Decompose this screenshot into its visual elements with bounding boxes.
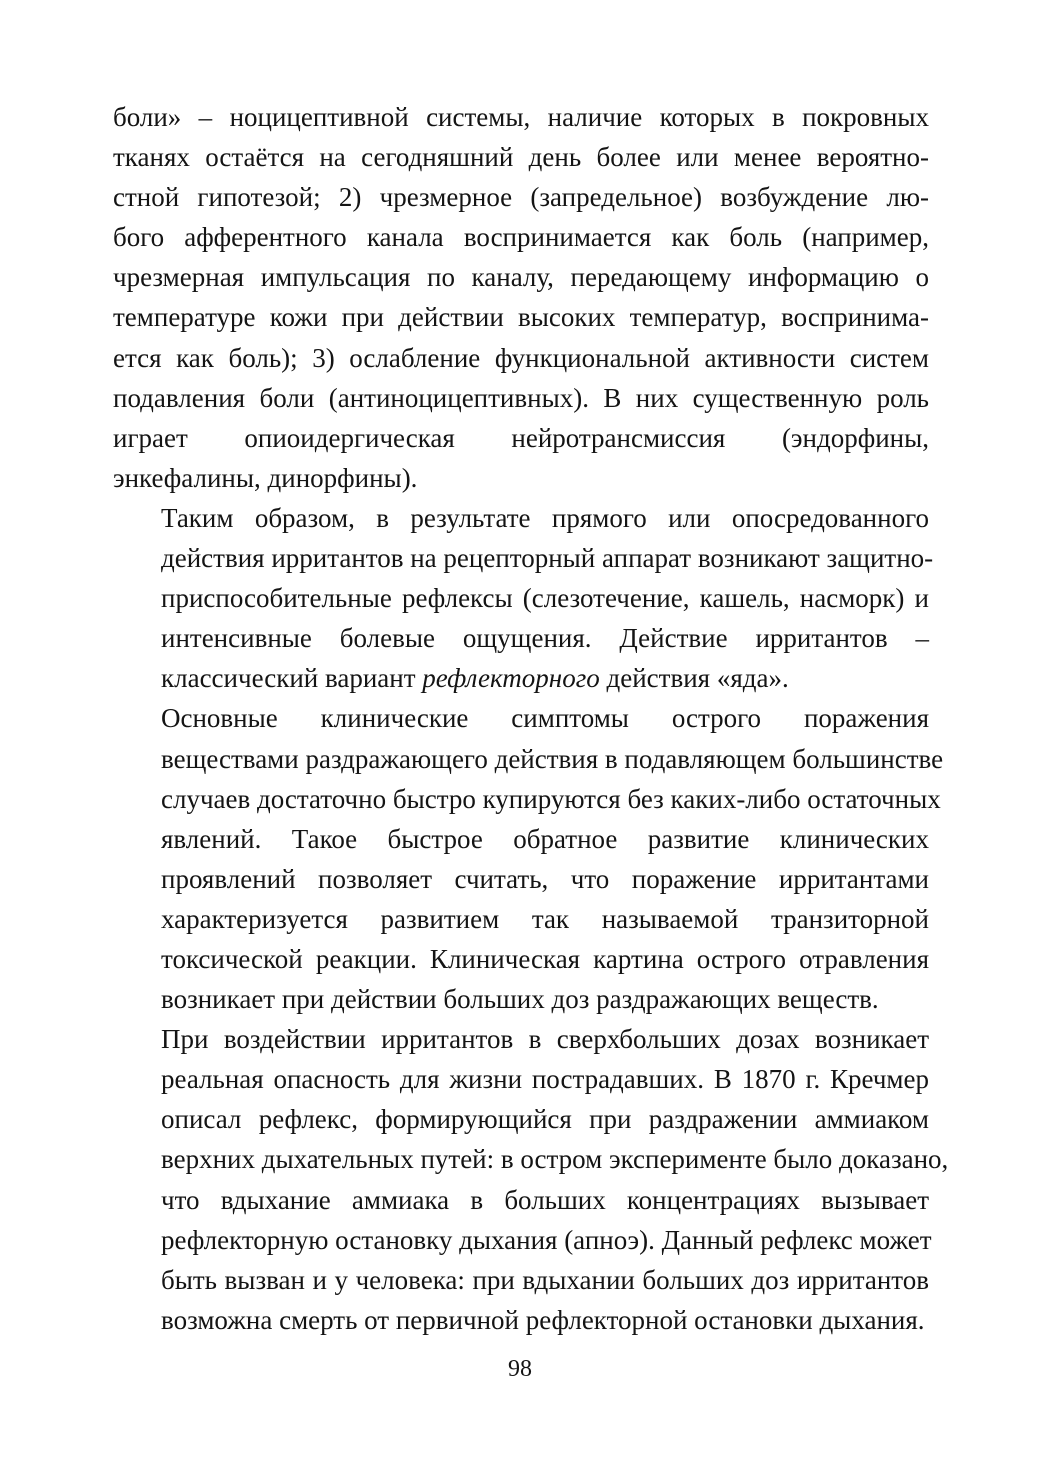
text-line: боли» – ноцицептивной системы, наличие которых в покровных xyxy=(113,102,929,132)
text-line: характеризуется развитием так называемой транзиторной xyxy=(161,903,929,934)
text-line: возможна смерть от первичной рефлекторной остановки дыхания. xyxy=(161,1304,925,1335)
text-line: подавления боли (антиноцицептивных). В них существенную роль xyxy=(113,382,929,413)
emphasis-text: рефлекторного xyxy=(422,663,600,694)
text-line: веществами раздражающего действия в подавляющем большинстве xyxy=(161,743,944,774)
text-line: проявлений позволяет считать, что поражение ирритантами xyxy=(161,863,929,894)
text-line: явлений. Такое быстрое обратное развитие клинических xyxy=(161,823,929,854)
text-line: быть вызван и у человека: при вдыхании больших доз ирритантов xyxy=(161,1264,929,1295)
text-line: что вдыхание аммиака в больших концентрациях вызывает xyxy=(161,1184,929,1215)
text-line: описал рефлекс, формирующийся при раздражении аммиаком xyxy=(161,1104,929,1135)
text-line: играет опиоидергическая нейротрансмиссия (эндорфины, xyxy=(113,422,929,453)
text-line: чрезмерная импульсация по каналу, передающему информацию о xyxy=(113,262,929,293)
text-line: рефлекторную остановку дыхания (апноэ). Данный рефлекс может xyxy=(161,1224,932,1255)
text-line: действия ирритантов на рецепторный аппарат возникают защитно- xyxy=(161,543,934,574)
text-line: реальная опасность для жизни пострадавших. В 1870 г. Кречмер xyxy=(161,1064,929,1095)
text-segment: действия «яда». xyxy=(599,663,789,694)
text-line: верхних дыхательных путей: в остром эксперименте было доказано, xyxy=(161,1144,949,1175)
text-line: Таким образом, в результате прямого или опосредованного xyxy=(161,502,929,533)
paragraph-1 xyxy=(113,97,929,498)
paragraph-3 xyxy=(113,698,944,1019)
paragraph-4 xyxy=(113,1019,949,1340)
text-line xyxy=(113,658,929,698)
text-line: случаев достаточно быстро купируются без каких-либо остаточных xyxy=(161,783,941,814)
text-line: температуре кожи при действии высоких температур, воспринима- xyxy=(113,302,929,333)
page-body xyxy=(113,97,949,1340)
text-line: интенсивные болевые ощущения. Действие ирритантов – xyxy=(161,623,929,654)
text-line: При воздействии ирритантов в сверхбольших дозах возникает xyxy=(161,1024,929,1055)
text-line: приспособительные рефлексы (слезотечение, кашель, насморк) и xyxy=(161,583,929,614)
text-line: ется как боль); 3) ослабление функциональной активности систем xyxy=(113,342,929,373)
text-line: токсической реакции. Клиническая картина острого отравления xyxy=(161,943,929,974)
text-line: возникает при действии больших доз раздражающих веществ. xyxy=(161,984,879,1015)
text-segment: классический вариант xyxy=(161,663,423,694)
text-line: бого афферентного канала воспринимается как боль (например, xyxy=(113,222,929,253)
text-line: стной гипотезой; 2) чрезмерное (запредельное) возбуждение лю- xyxy=(113,182,929,213)
text-line: Основные клинические симптомы острого поражения xyxy=(161,703,929,734)
page-number: 98 xyxy=(508,1356,532,1382)
text-line: энкефалины, динорфины). xyxy=(113,462,418,493)
paragraph-2 xyxy=(113,498,934,698)
text-line: тканях остаётся на сегодняшний день более или менее вероятно- xyxy=(113,142,929,173)
